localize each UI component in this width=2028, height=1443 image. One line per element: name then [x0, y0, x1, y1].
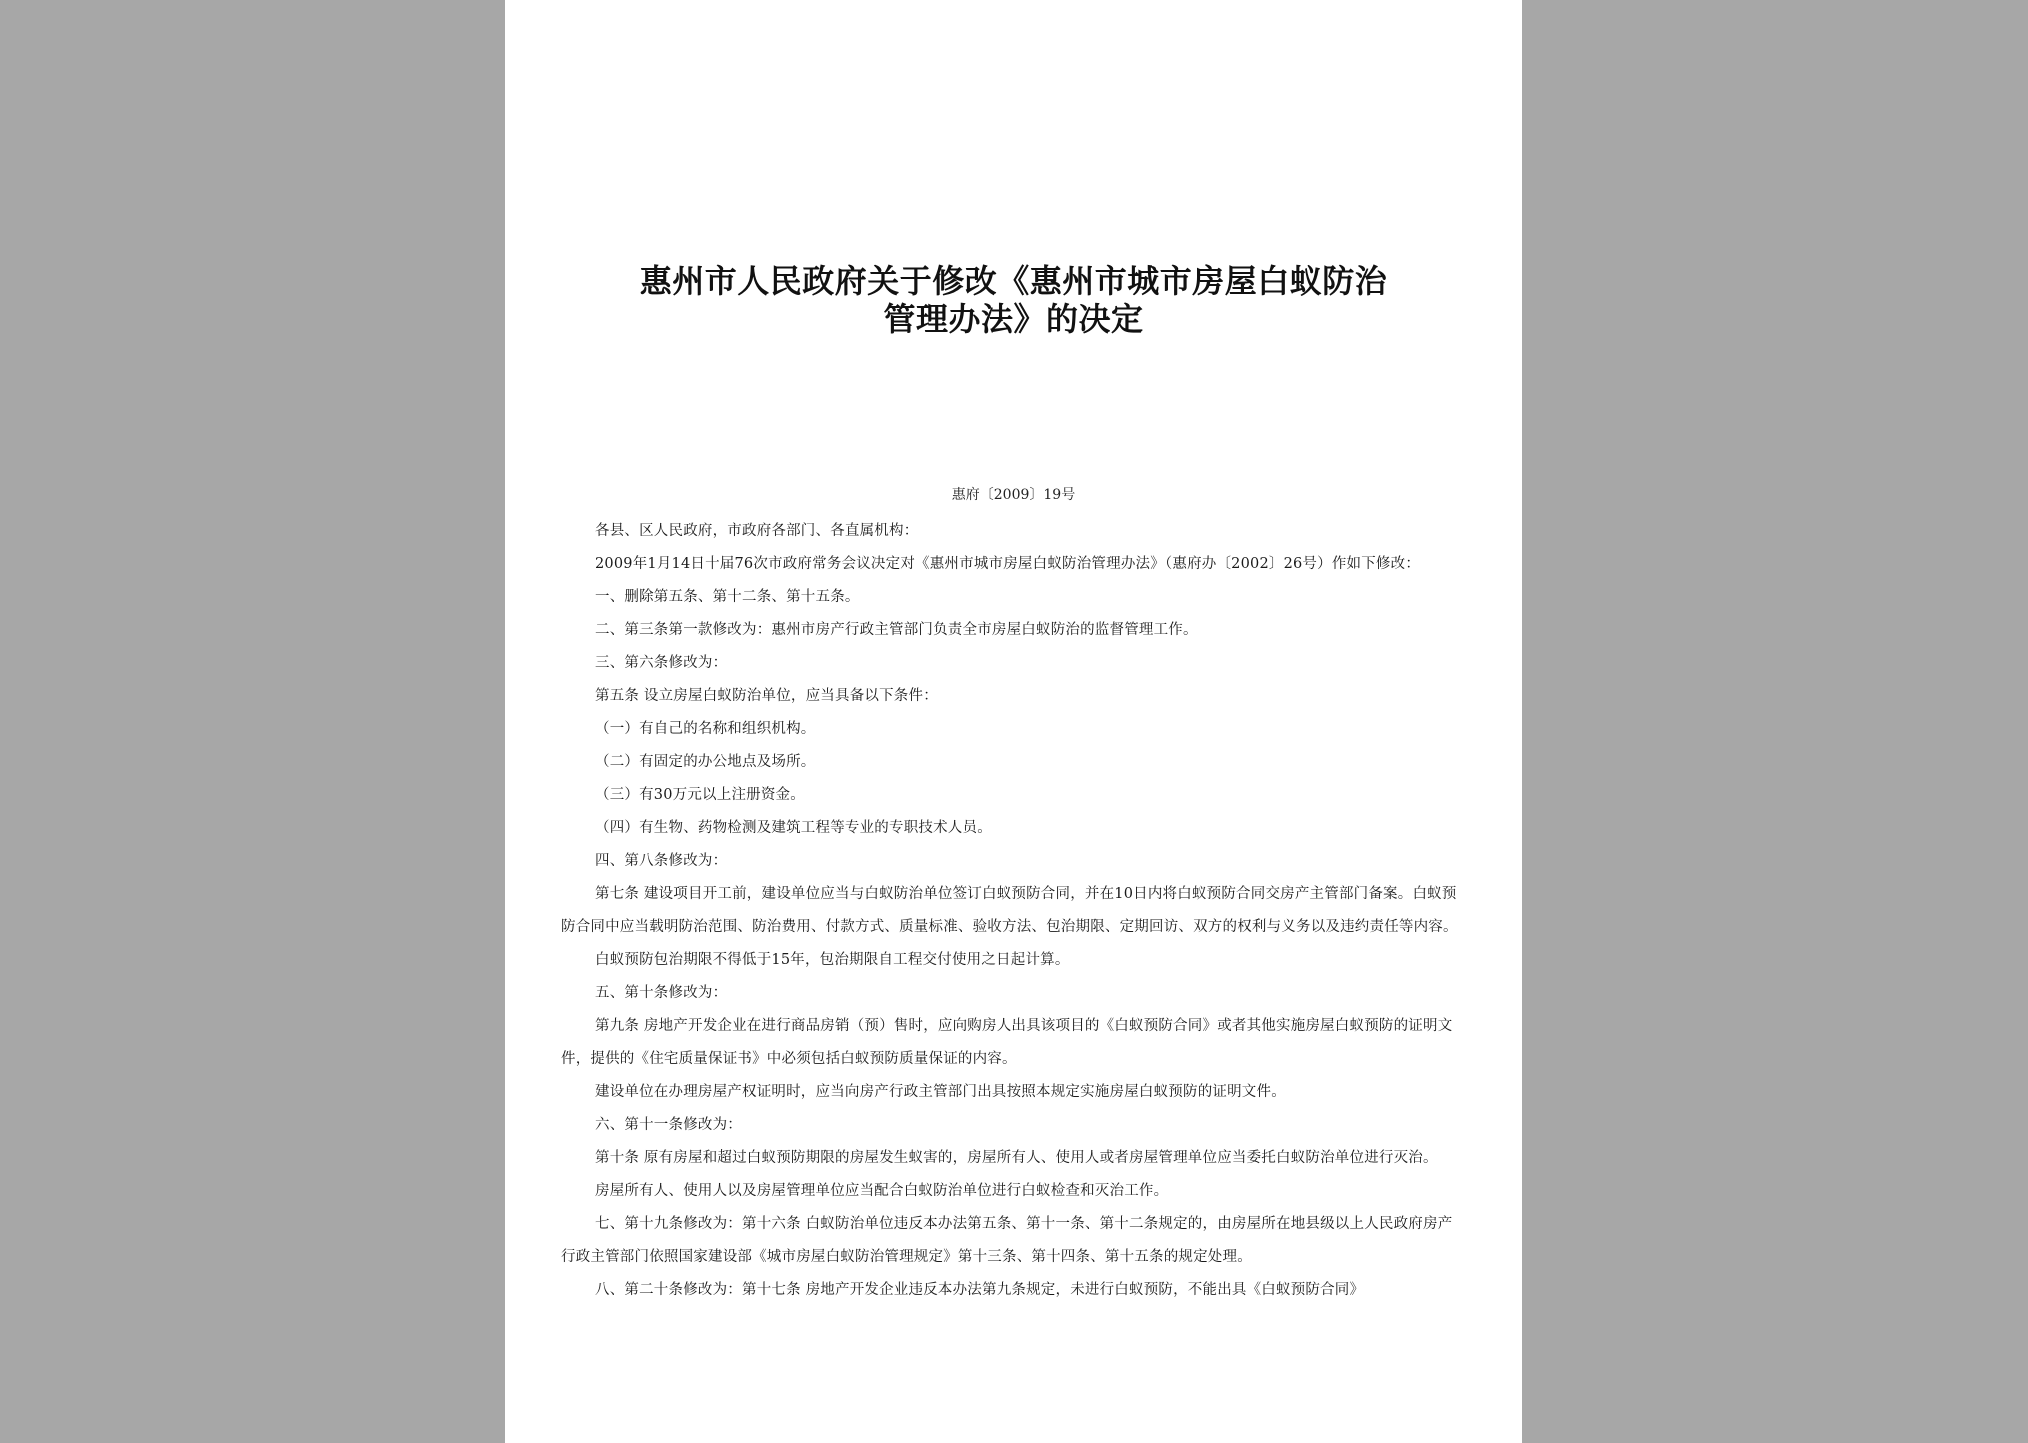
paragraph-article-10: 第十条 原有房屋和超过白蚁预防期限的房屋发生蚁害的，房屋所有人、使用人或者房屋管理单位应当委托白蚁防治单位进行灭治。 [595, 1150, 1438, 1166]
paragraph-warranty-period: 白蚁预防包治期限不得低于15年，包治期限自工程交付使用之日起计算。 [595, 952, 1070, 968]
paragraph-article-7: 第七条 建设项目开工前，建设单位应当与白蚁防治单位签订白蚁预防合同，并在10日内将白蚁预防合同交房产主管部门备案。白蚁预防合同中应当载明防治范围、防治费用、付款方式、质量标准、验收方法、包治期限、定期回访、双方的权利与义务以及违约责任等内容。 [561, 886, 1458, 935]
paragraph-item-2: 二、第三条第一款修改为：惠州市房产行政主管部门负责全市房屋白蚁防治的监督管理工作。 [595, 622, 1198, 638]
paragraph-article-9: 第九条 房地产开发企业在进行商品房销（预）售时，应向购房人出具该项目的《白蚁预防合同》或者其他实施房屋白蚁预防的证明文件，提供的《住宅质量保证书》中必须包括白蚁预防质量保证的内容。 [561, 1018, 1453, 1067]
paragraph-condition-1: （一）有自己的名称和组织机构。 [595, 721, 816, 737]
paragraph-item-4: 四、第八条修改为： [595, 853, 728, 869]
paragraph-item-7: 七、第十九条修改为：第十六条 白蚁防治单位违反本办法第五条、第十一条、第十二条规定的，由房屋所在地县级以上人民政府房产行政主管部门依照国家建设部《城市房屋白蚁防治管理规定》第十三条、第十四条、第十五条的规定处理。 [561, 1216, 1453, 1265]
document-page [505, 0, 1522, 1443]
paragraph-salutation: 各县、区人民政府，市政府各部门、各直属机构： [595, 523, 919, 539]
document-title [505, 262, 1522, 338]
paragraph-item-5: 五、第十条修改为： [595, 985, 728, 1001]
paragraph-intro: 2009年1月14日十届76次市政府常务会议决定对《惠州市城市房屋白蚁防治管理办法》（惠府办〔2002〕26号）作如下修改： [595, 556, 1421, 572]
paragraph-item-6: 六、第十一条修改为： [595, 1117, 742, 1133]
paragraph-article-5: 第五条 设立房屋白蚁防治单位，应当具备以下条件： [595, 688, 938, 704]
paragraph-construction-unit: 建设单位在办理房屋产权证明时，应当向房产行政主管部门出具按照本规定实施房屋白蚁预防的证明文件。 [595, 1084, 1286, 1100]
title-line-1: 惠州市人民政府关于修改《惠州市城市房屋白蚁防治 [639, 262, 1388, 300]
paragraph-item-1: 一、删除第五条、第十二条、第十五条。 [595, 589, 860, 605]
document-number: 惠府〔2009〕19号 [951, 487, 1076, 503]
paragraph-condition-4: （四）有生物、药物检测及建筑工程等专业的专职技术人员。 [595, 820, 992, 836]
title-line-2: 管理办法》的决定 [883, 300, 1144, 338]
paragraph-item-3: 三、第六条修改为： [595, 655, 728, 671]
paragraph-item-8: 八、第二十条修改为：第十七条 房地产开发企业违反本办法第九条规定，未进行白蚁预防，不能出具《白蚁预防合同》 [595, 1282, 1365, 1298]
document-body [561, 515, 1461, 1307]
paragraph-owner-cooperation: 房屋所有人、使用人以及房屋管理单位应当配合白蚁防治单位进行白蚁检查和灭治工作。 [595, 1183, 1169, 1199]
paragraph-condition-2: （二）有固定的办公地点及场所。 [595, 754, 816, 770]
paragraph-condition-3: （三）有30万元以上注册资金。 [595, 787, 805, 803]
